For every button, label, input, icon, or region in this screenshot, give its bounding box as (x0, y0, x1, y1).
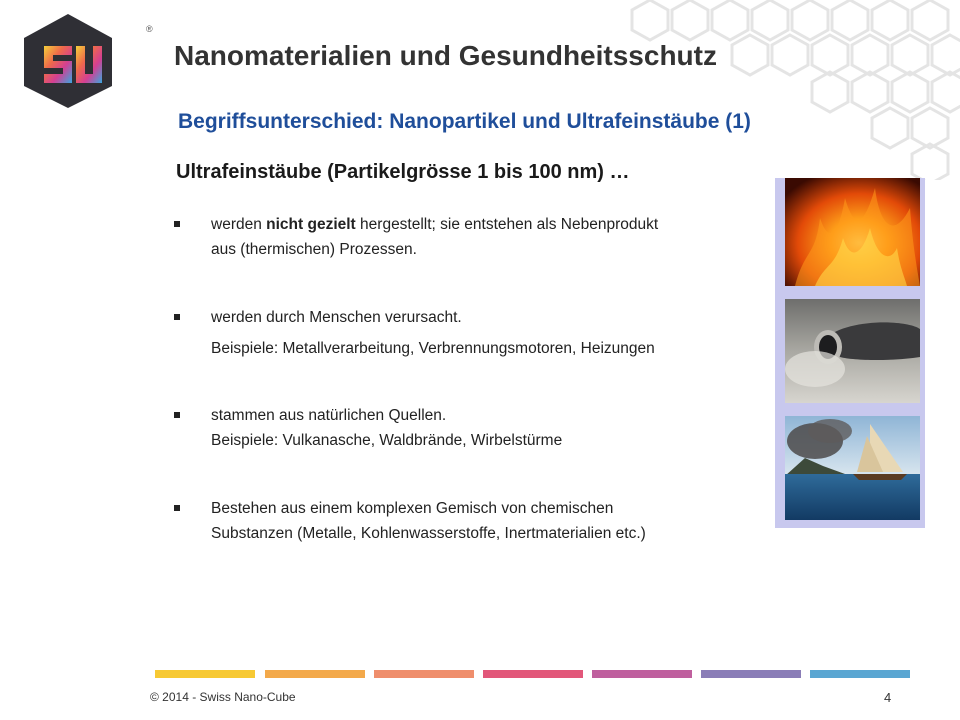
bullet-marker-icon (174, 505, 180, 511)
bullet-item (174, 305, 764, 330)
footer-bar-magenta (592, 670, 692, 678)
logo-text-swiss: swiss (116, 43, 146, 55)
example-line: Beispiele: Metallverarbeitung, Verbrennungsmotoren, Heizungen (211, 340, 655, 357)
footer-bar-pink (483, 670, 583, 678)
bullet-line: stammen aus natürlichen Quellen. (211, 407, 447, 424)
photo-panel (775, 178, 925, 528)
logo-text-cube: cube (116, 69, 142, 81)
bullet-marker-icon (174, 412, 180, 418)
bullet-item (174, 496, 764, 546)
footer-bar-yellow (155, 670, 255, 678)
bullet-line: Bestehen aus einem komplexen Gemisch von chemischen (211, 500, 614, 517)
bullet-marker-icon (174, 221, 180, 227)
logo-text-nano: nano (116, 56, 143, 68)
exhaust-pipe-photo (785, 299, 920, 403)
bullet-item (174, 403, 764, 453)
footer-bar-blue (810, 670, 910, 678)
bullet-line: werden nicht gezielt hergestellt; sie entstehen als Nebenprodukt (211, 216, 659, 233)
bullet-item (174, 212, 764, 262)
section-heading: Ultrafeinstäube (Partikelgrösse 1 bis 100 nm) … (176, 161, 630, 183)
swiss-nano-cube-logo (20, 12, 158, 108)
bullet-line: werden durch Menschen verursacht. (211, 309, 462, 326)
copyright-text: © 2014 - Swiss Nano-Cube (150, 690, 296, 704)
bullet-line: Beispiele: Vulkanasche, Waldbrände, Wirbelstürme (211, 432, 563, 449)
registered-mark: ® (146, 24, 153, 34)
bullet-line: Substanzen (Metalle, Kohlenwasserstoffe, Inertmaterialien etc.) (211, 525, 646, 542)
bullet-line: aus (thermischen) Prozessen. (211, 241, 417, 258)
page-title: Nanomaterialien und Gesundheitsschutz (174, 40, 717, 71)
footer-bar-orange (265, 670, 365, 678)
bullet-marker-icon (174, 314, 180, 320)
hexagon-pattern-decoration (630, 0, 960, 180)
emphasis-text: nicht gezielt (266, 216, 356, 233)
footer-bar-salmon (374, 670, 474, 678)
page-number: 4 (884, 690, 892, 705)
page-subtitle: Begriffsunterschied: Nanopartikel und Ultrafeinstäube (1) (178, 110, 751, 133)
volcano-sailboat-photo (785, 416, 920, 520)
footer-bar-purple (701, 670, 801, 678)
fire-photo (785, 178, 920, 286)
